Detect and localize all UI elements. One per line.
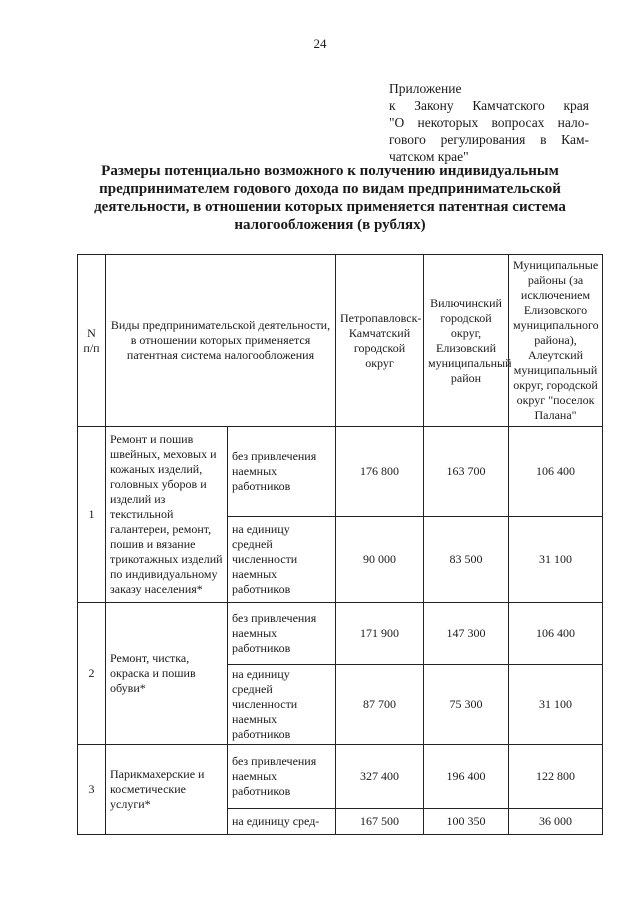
row-condition: без привлечения наемных работников [228,603,336,665]
table-header-row [78,255,603,427]
row-num: 2 [78,603,106,745]
header-vilyuchinsk: Вилючинский городской округ, Елизовский муниципальный район [424,255,509,427]
title-line: деятельности, в отношении которых применяется патентная система [94,199,566,215]
appendix-line: к Закону Камчатского края [389,98,589,113]
appendix-line: чатском крае" [389,149,469,164]
value-cell: 106 400 [509,427,603,517]
document-title [70,162,590,234]
row-num: 1 [78,427,106,603]
value-cell: 87 700 [336,665,424,745]
value-cell: 31 100 [509,665,603,745]
appendix-line: Приложение [389,81,462,96]
row-condition: на единицу средней численности наемных работников [228,665,336,745]
title-line: предпринимателем годового дохода по видам предпринимательской [99,181,561,197]
table-row [78,745,603,809]
header-municipal-districts: Муниципальные районы (за исключением Елизовского муниципального района), Алеутский муниципальный округ, городской округ "поселок Палана" [509,255,603,427]
value-cell: 36 000 [509,809,603,835]
row-condition: без привлечения наемных работников [228,427,336,517]
row-activity: Ремонт и пошив швейных, меховых и кожаных изделий, головных уборов и изделий из текстильной галантереи, ремонт, пошив и вязание трикотажных изделий по индивидуальному заказу населения* [106,427,228,603]
value-cell: 122 800 [509,745,603,809]
appendix-line: гового регулирования в Кам- [389,132,589,147]
value-cell: 176 800 [336,427,424,517]
page-number: 24 [313,36,327,51]
value-cell: 100 350 [424,809,509,835]
value-cell: 106 400 [509,603,603,665]
value-cell: 31 100 [509,517,603,603]
value-cell: 167 500 [336,809,424,835]
appendix-line: "О некоторых вопросах нало- [389,115,589,130]
row-num: 3 [78,745,106,835]
table-row [78,427,603,517]
row-activity: Ремонт, чистка, окраска и пошив обуви* [106,603,228,745]
income-table [77,254,603,835]
value-cell: 163 700 [424,427,509,517]
value-cell: 75 300 [424,665,509,745]
appendix-block [389,80,589,165]
value-cell: 147 300 [424,603,509,665]
row-condition: на единицу сред- [228,809,336,835]
row-condition: без привлечения наемных работников [228,745,336,809]
value-cell: 196 400 [424,745,509,809]
header-petropavlovsk: Петропавловск-Камчатский городской округ [336,255,424,427]
header-activity: Виды предпринимательской деятельности, в отношении которых применяется патентная система налогообложения [106,255,336,427]
row-activity: Парикмахерские и косметические услуги* [106,745,228,835]
row-condition: на единицу средней численности наемных работников [228,517,336,603]
header-num: N п/п [78,255,106,427]
value-cell: 327 400 [336,745,424,809]
value-cell: 90 000 [336,517,424,603]
table-row [78,603,603,665]
value-cell: 83 500 [424,517,509,603]
value-cell: 171 900 [336,603,424,665]
title-line: Размеры потенциально возможного к получению индивидуальным [101,163,559,179]
title-line: налогообложения (в рублях) [234,217,426,233]
